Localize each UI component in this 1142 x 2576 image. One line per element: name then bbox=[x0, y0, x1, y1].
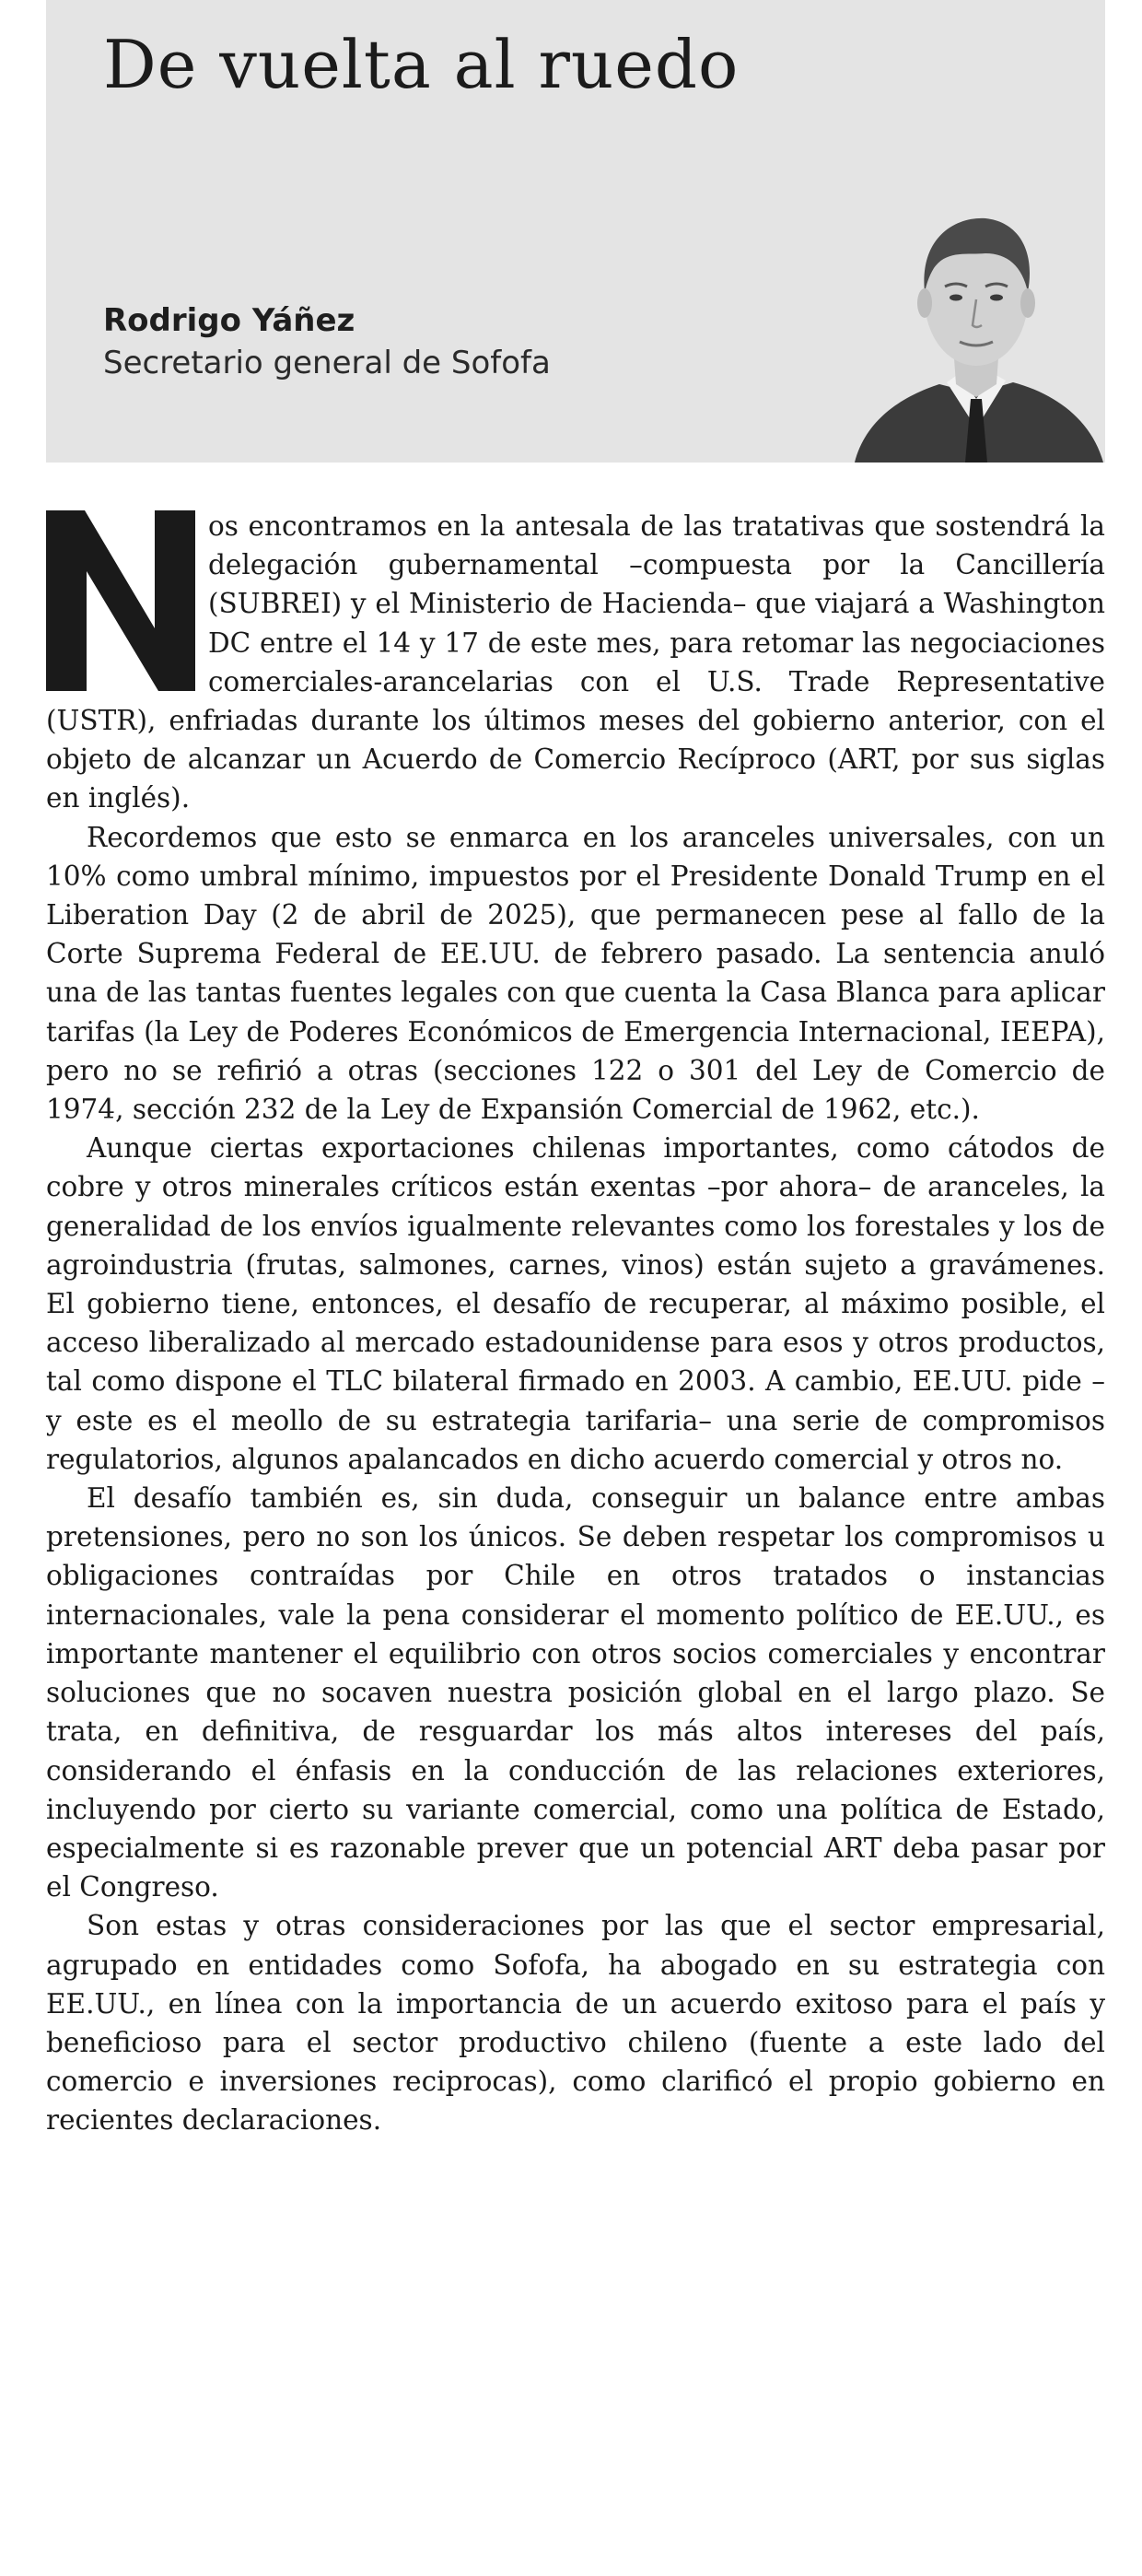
paragraph-4: El desafío también es, sin duda, conseguir un balance entre ambas pretensiones, pero no son los únicos. Se deben respetar los compromisos u obligaciones contraídas por Chile en otros tratados o instancias internacionales, vale la pena considerar el momento político de EE.UU., es importante mantener el equilibrio con otros socios comerciales y encontrar soluciones que no socaven nuestra posición global en el largo plazo. Se trata, en definitiva, de resguardar los más altos intereses del país, considerando el énfasis en la conducción de las relaciones exteriores, incluyendo por cierto su variante comercial, como una política de Estado, especialmente si es razonable prever que un potencial ART deba pasar por el Congreso. bbox=[46, 1482, 1105, 1903]
paragraph-2: Recordemos que esto se enmarca en los aranceles universales, con un 10% como umbral mínimo, impuestos por el Presidente Donald Trump en el Liberation Day (2 de abril de 2025), que permanecen pese al fallo de la Corte Suprema Federal de EE.UU. de febrero pasado. La sentencia anuló una de las tantas fuentes legales con que cuenta la Casa Blanca para aplicar tarifas (la Ley de Poderes Económicos de Emergencia Internacional, IEEPA), pero no se refirió a otras (secciones 122 o 301 del Ley de Comercio de 1974, sección 232 de la Ley de Expansión Comercial de 1962, etc.). bbox=[46, 821, 1105, 1126]
article-body bbox=[46, 507, 1105, 2140]
author-role: Secretario general de Sofofa bbox=[103, 345, 551, 381]
paragraph-1: os encontramos en la antesala de las tratativas que sostendrá la delegación gubernamental –compuesta por la Cancillería (SUBREI) y el Ministerio de Hacienda– que viajará a Washington DC entre el 14 y 17 de este mes, para retomar las negociaciones comerciales-arancelarias con el U.S. Trade Representative (USTR), enfriadas durante los últimos meses del gobierno anterior, con el objeto de alcanzar un Acuerdo de Comercio Recíproco (ART, por sus siglas en inglés). bbox=[46, 510, 1105, 814]
headline: De vuelta al ruedo bbox=[103, 26, 740, 103]
author-name: Rodrigo Yáñez bbox=[103, 302, 355, 339]
paragraph-3: Aunque ciertas exportaciones chilenas importantes, como cátodos de cobre y otros minerales críticos están exentas –por ahora– de aranceles, la generalidad de los envíos igualmente relevantes como los forestales y los de agroindustria (frutas, salmones, carnes, vinos) están sujeto a gravámenes. El gobierno tiene, entonces, el desafío de recuperar, al máximo posible, el acceso liberalizado al mercado estadounidense para esos y otros productos, tal como dispone el TLC bilateral firmado en 2003. A cambio, EE.UU. pide –y este es el meollo de su estrategia tarifaria– una serie de compromisos regulatorios, algunos apalancados en dicho acuerdo comercial y otros no. bbox=[46, 1132, 1105, 1475]
paragraph-5: Son estas y otras consideraciones por las que el sector empresarial, agrupado en entidades como Sofofa, ha abogado en su estrategia con EE.UU., en línea con la importancia de un acuerdo exitoso para el país y beneficioso para el sector productivo chileno (fuente a este lado del comercio e inversiones reciprocas), como clarificó el propio gobierno en recientes declaraciones. bbox=[46, 1910, 1105, 2137]
author-photo bbox=[838, 189, 1114, 463]
dropcap-letter-n bbox=[46, 510, 195, 691]
